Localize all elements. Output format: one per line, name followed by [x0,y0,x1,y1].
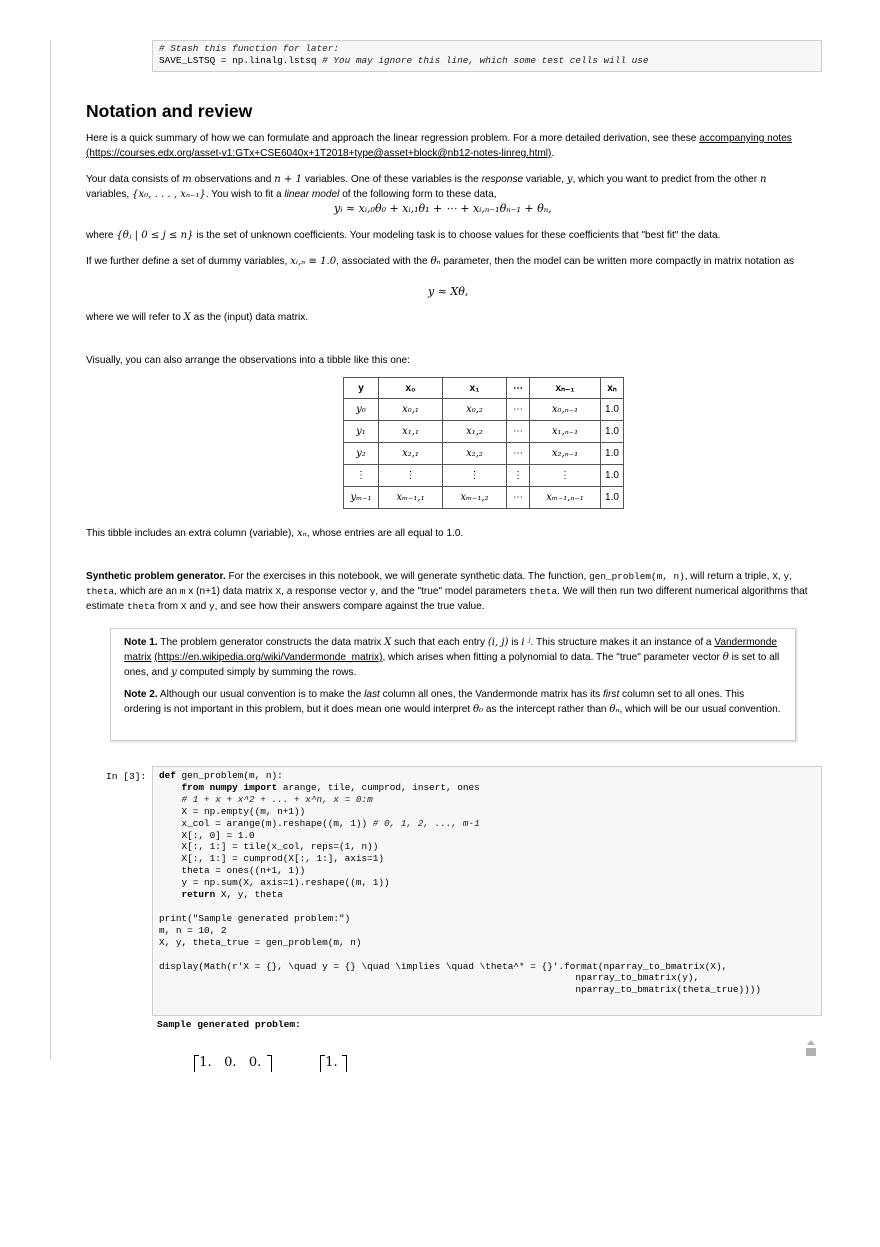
table-cell: ⋯ [507,443,530,465]
synthetic-paragraph: Synthetic problem generator. For the exercises in this notebook, we will generate synthetic data. The function, gen_problem(m, n), will return a triple, X, y, theta, which are an m x (n+1) data matrix X, a response vector y, and the "true" model parameters theta. We will then run two different numerical algorithms that estimate theta from X and y, and see how their answers compare against the true value. [86,571,808,612]
model-equation: yᵢ ≈ xᵢ,₀θ₀ + xᵢ,₁θ₁ + ⋯ + xᵢ,ₙ₋₁θₙ₋₁ + θₙ, [334,202,552,215]
code-comment: # You may ignore this line, which some test cells will use [322,54,649,66]
table-cell: ⋮ [344,465,379,487]
table-cell: x₁,ₙ₋₁ [530,421,601,443]
table-cell: ⋮ [379,465,443,487]
vandermonde-link[interactable]: Vandermonde matrix [124,637,778,663]
table-cell: 1.0 [601,443,624,465]
table-cell: x₂,₁ [379,443,443,465]
code-comment: # Stash this function for later: [159,43,340,54]
table-cell: y₀ [344,399,379,421]
header-cell: ⋯ [507,378,530,399]
table-cell: ⋮ [530,465,601,487]
header-cell: xₙ₋₁ [530,378,601,399]
data-matrix-paragraph: where we will refer to X as the (input) data matrix. [86,312,309,323]
table-cell: x₀,ₙ₋₁ [530,399,601,421]
table-cell: ⋮ [443,465,507,487]
table-cell: x₁,₁ [379,421,443,443]
cell-prompt: In [3]: [106,771,147,782]
top-code-cell[interactable] [152,40,822,72]
table-header-row [344,378,624,399]
output-matrix-x: 1. 0. 0. [186,1040,272,1072]
header-cell: x₀ [379,378,443,399]
table-row [344,399,624,421]
table-cell: y₂ [344,443,379,465]
header-cell: y [344,378,379,399]
cell-stdout: Sample generated problem: [157,1019,301,1030]
notes-callout [110,628,796,741]
table-cell: xₘ₋₁,₂ [443,487,507,509]
table-cell: 1.0 [601,399,624,421]
scroll-thumb[interactable] [806,1048,816,1056]
table-row [344,443,624,465]
table-cell: x₀,₁ [379,399,443,421]
table-row [344,487,624,509]
tibble-table [343,377,624,509]
table-cell: 1.0 [601,487,624,509]
table-cell: xₘ₋₁,₁ [379,487,443,509]
table-cell: yₘ₋₁ [344,487,379,509]
matrix-equation: y ≈ Xθ, [428,285,469,298]
table-cell: y₁ [344,421,379,443]
intro-paragraph: Here is a quick summary of how we can formulate and approach the linear regression problem. For a more detailed derivation, see these accompanying notes (https://courses.edx.org/asset-v1:GTx+CSE6040x+1T2018+type@asset+block@nb12-notes-linreg.html). [86,133,792,159]
table-cell: ⋯ [507,487,530,509]
notes-link-url[interactable]: (https://courses.edx.org/asset-v1:GTx+CSE6040x+1T2018+type@asset+block@nb12-notes-linreg.html) [86,148,552,159]
section-title: Notation and review [86,101,253,121]
notes-link[interactable]: accompanying notes [699,133,792,144]
table-cell: ⋮ [507,465,530,487]
table-cell: ⋯ [507,399,530,421]
table-cell: xₘ₋₁,ₙ₋₁ [530,487,601,509]
visual-paragraph: Visually, you can also arrange the observations into a tibble like this one: [86,355,410,366]
vandermonde-link-url[interactable]: (https://en.wikipedia.org/wiki/Vandermonde_matrix) [154,652,383,663]
tibble-table-wrapper [343,377,624,509]
note-1: Note 1. The problem generator constructs the data matrix X such that each entry (i, j) is i ʲ. This structure makes it an instance of a Vandermonde matrix (https://en.wikipedia.org/wiki/Vandermonde_matrix), which arises when fitting a polynomial to data. The "true" parameter vector θ is set to all ones, and y computed simply by summing the rows. [124,637,780,678]
code-line: SAVE_LSTSQ = np.linalg.lstsq [159,54,323,66]
table-row [344,421,624,443]
table-cell: x₁,₂ [443,421,507,443]
code-cell-gen-problem[interactable]: def gen_problem(m, n): from numpy import arange, tile, cumprod, insert, ones # 1 + x + x^2 + ... + x^n, x = 0:m X = np.empty((m, n+1)) x_col = arange(m).reshape((m, 1)) # 0, 1, 2, ..., m-1 X[:, 0] = 1.0 X[:, 1:] = tile(x_col, reps=(1, n)) X[:, 1:] = cumprod(X[:, 1:], axis=1) theta = ones((n+1, 1)) y = np.sum(X, axis=1).reshape((m, 1)) return X, y, theta print("Sample generated problem:") m, n = 10, 2 X, y, theta_true = gen_problem(m, n) display(Math(r'X = {}, \quad y = {} \quad \implies \quad \theta^* = {}'.format(nparray_to_bmatrix(X), nparray_to_bmatrix(y), nparray_to_bmatrix(theta_true)))) [152,766,822,1016]
notebook-cell-gutter [50,40,51,1060]
table-cell: ⋯ [507,421,530,443]
coefficient-paragraph: where {θⱼ | 0 ≤ j ≤ n} is the set of unknown coefficients. Your modeling task is to choose values for these coefficients that "best fit" the data. [86,230,721,241]
tibble-paragraph: This tibble includes an extra column (variable), xₙ, whose entries are all equal to 1.0. [86,528,464,539]
dummy-variable-paragraph: If we further define a set of dummy variables, xᵢ,ₙ ≡ 1.0, associated with the θₙ parameter, then the model can be written more compactly in matrix notation as [86,256,795,267]
scroll-up-icon[interactable] [807,1040,815,1045]
table-cell: x₀,₂ [443,399,507,421]
table-cell: 1.0 [601,465,624,487]
table-row [344,465,624,487]
header-cell: xₙ [601,378,624,399]
note-2: Note 2. Although our usual convention is to make the last column all ones, the Vandermonde matrix has its first column set to all ones. This ordering is not important in this problem, but it does mean one would interpret θ₀ as the intercept rather than θₙ, which will be our usual convention. [124,689,781,715]
output-scrollbar[interactable] [806,1040,816,1058]
output-vector-y: 1. [312,1040,347,1072]
table-cell: x₂,ₙ₋₁ [530,443,601,465]
data-paragraph: Your data consists of m observations and n + 1 variables. One of these variables is the response variable, y, which you want to predict from the other n variables, {x₀, . . . , xₙ₋₁}. You wish to fit a linear model of the following form to these data, [86,174,767,200]
header-cell: x₁ [443,378,507,399]
table-cell: 1.0 [601,421,624,443]
table-cell: x₂,₂ [443,443,507,465]
